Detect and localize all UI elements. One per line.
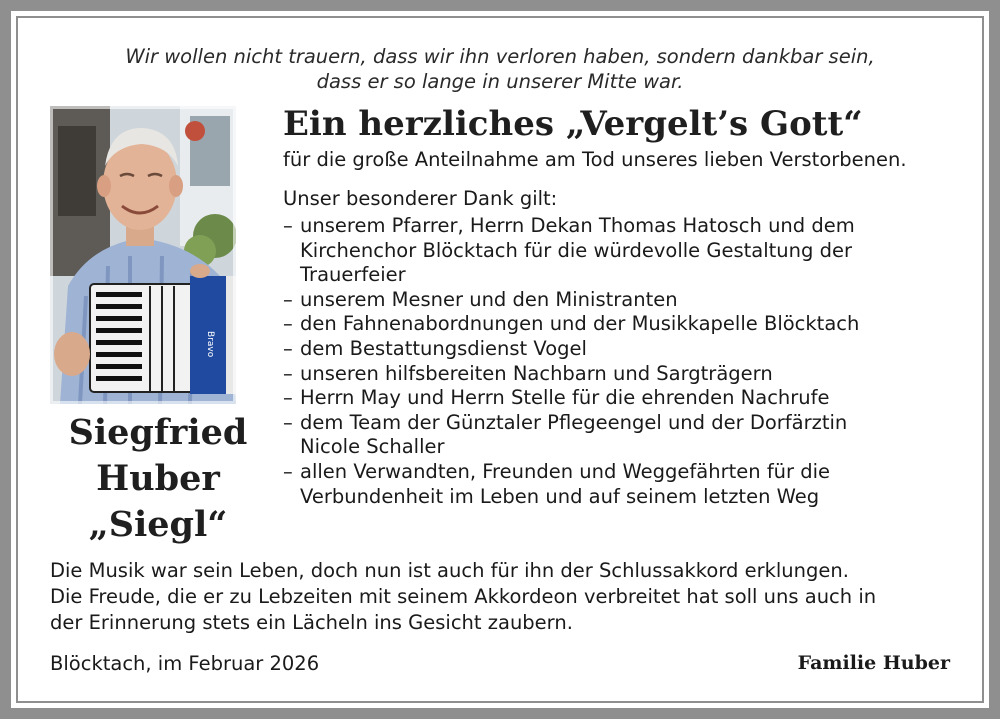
list-item [283,460,859,509]
closing-line-1: Die Musik war sein Leben, doch nun ist auch für ihn der Schlussakkord erklungen. [50,559,849,582]
list-item [283,214,859,288]
thanks-heading: Ein herzliches „Vergelt’s Gott“ [283,104,863,144]
closing-line-3: der Erinnerung stets ein Lächeln ins Gesicht zaubern. [50,611,573,634]
list-item-line: – unseren hilfsbereiten Nachbarn und Sargträgern [300,361,773,385]
memorial-quote [0,44,1000,94]
list-item-line: – Herrn May und Herrn Stelle für die ehrenden Nachrufe [300,386,830,410]
list-item-line: – allen Verwandten, Freunden und Weggefährten für die [300,459,831,483]
list-item [283,337,859,362]
quote-line-2: dass er so lange in unserer Mitte war. [316,70,684,93]
list-item [283,288,859,313]
list-item-line: Nicole Schaller [300,435,445,459]
closing-paragraph [50,558,970,636]
svg-text:Bravo: Bravo [205,331,215,358]
list-item-line: – den Fahnenabordnungen und der Musikkapelle Blöcktach [300,312,860,336]
list-item [283,362,859,387]
portrait-photo [50,106,236,404]
quote-line-1: Wir wollen nicht trauern, dass wir ihn verloren haben, sondern dankbar sein, [125,45,875,68]
deceased-last-name: Huber [96,458,220,499]
thanks-list [283,214,859,509]
list-item-line: Verbundenheit im Leben und auf seinem letzten Weg [300,484,820,508]
list-item-line: – unserem Pfarrer, Herrn Dekan Thomas Hatosch und dem [300,214,855,237]
list-item [283,386,859,411]
list-item-line: – dem Bestattungsdienst Vogel [300,336,587,360]
place-and-date: Blöcktach, im Februar 2026 [50,652,320,675]
list-item-line: Kirchenchor Blöcktach für die würdevolle Gestaltung der [300,238,852,262]
closing-line-2: Die Freude, die er zu Lebzeiten mit seinem Akkordeon verbreitet hat soll uns auch in [50,585,877,608]
list-item-line: – unserem Mesner und den Ministranten [300,287,678,311]
list-item-line: Trauerfeier [300,263,406,287]
list-item [283,411,859,460]
deceased-first-name: Siegfried [68,412,248,453]
thanks-intro: Unser besonderer Dank gilt: [283,187,558,210]
list-item [283,312,859,337]
family-signature: Familie Huber [797,652,950,674]
thanks-subheading: für die große Anteilnahme am Tod unseres lieben Verstorbenen. [283,148,907,171]
deceased-nickname: „Siegl“ [88,504,228,545]
list-item-line: – dem Team der Günztaler Pflegeengel und der Dorfärztin [300,410,848,434]
